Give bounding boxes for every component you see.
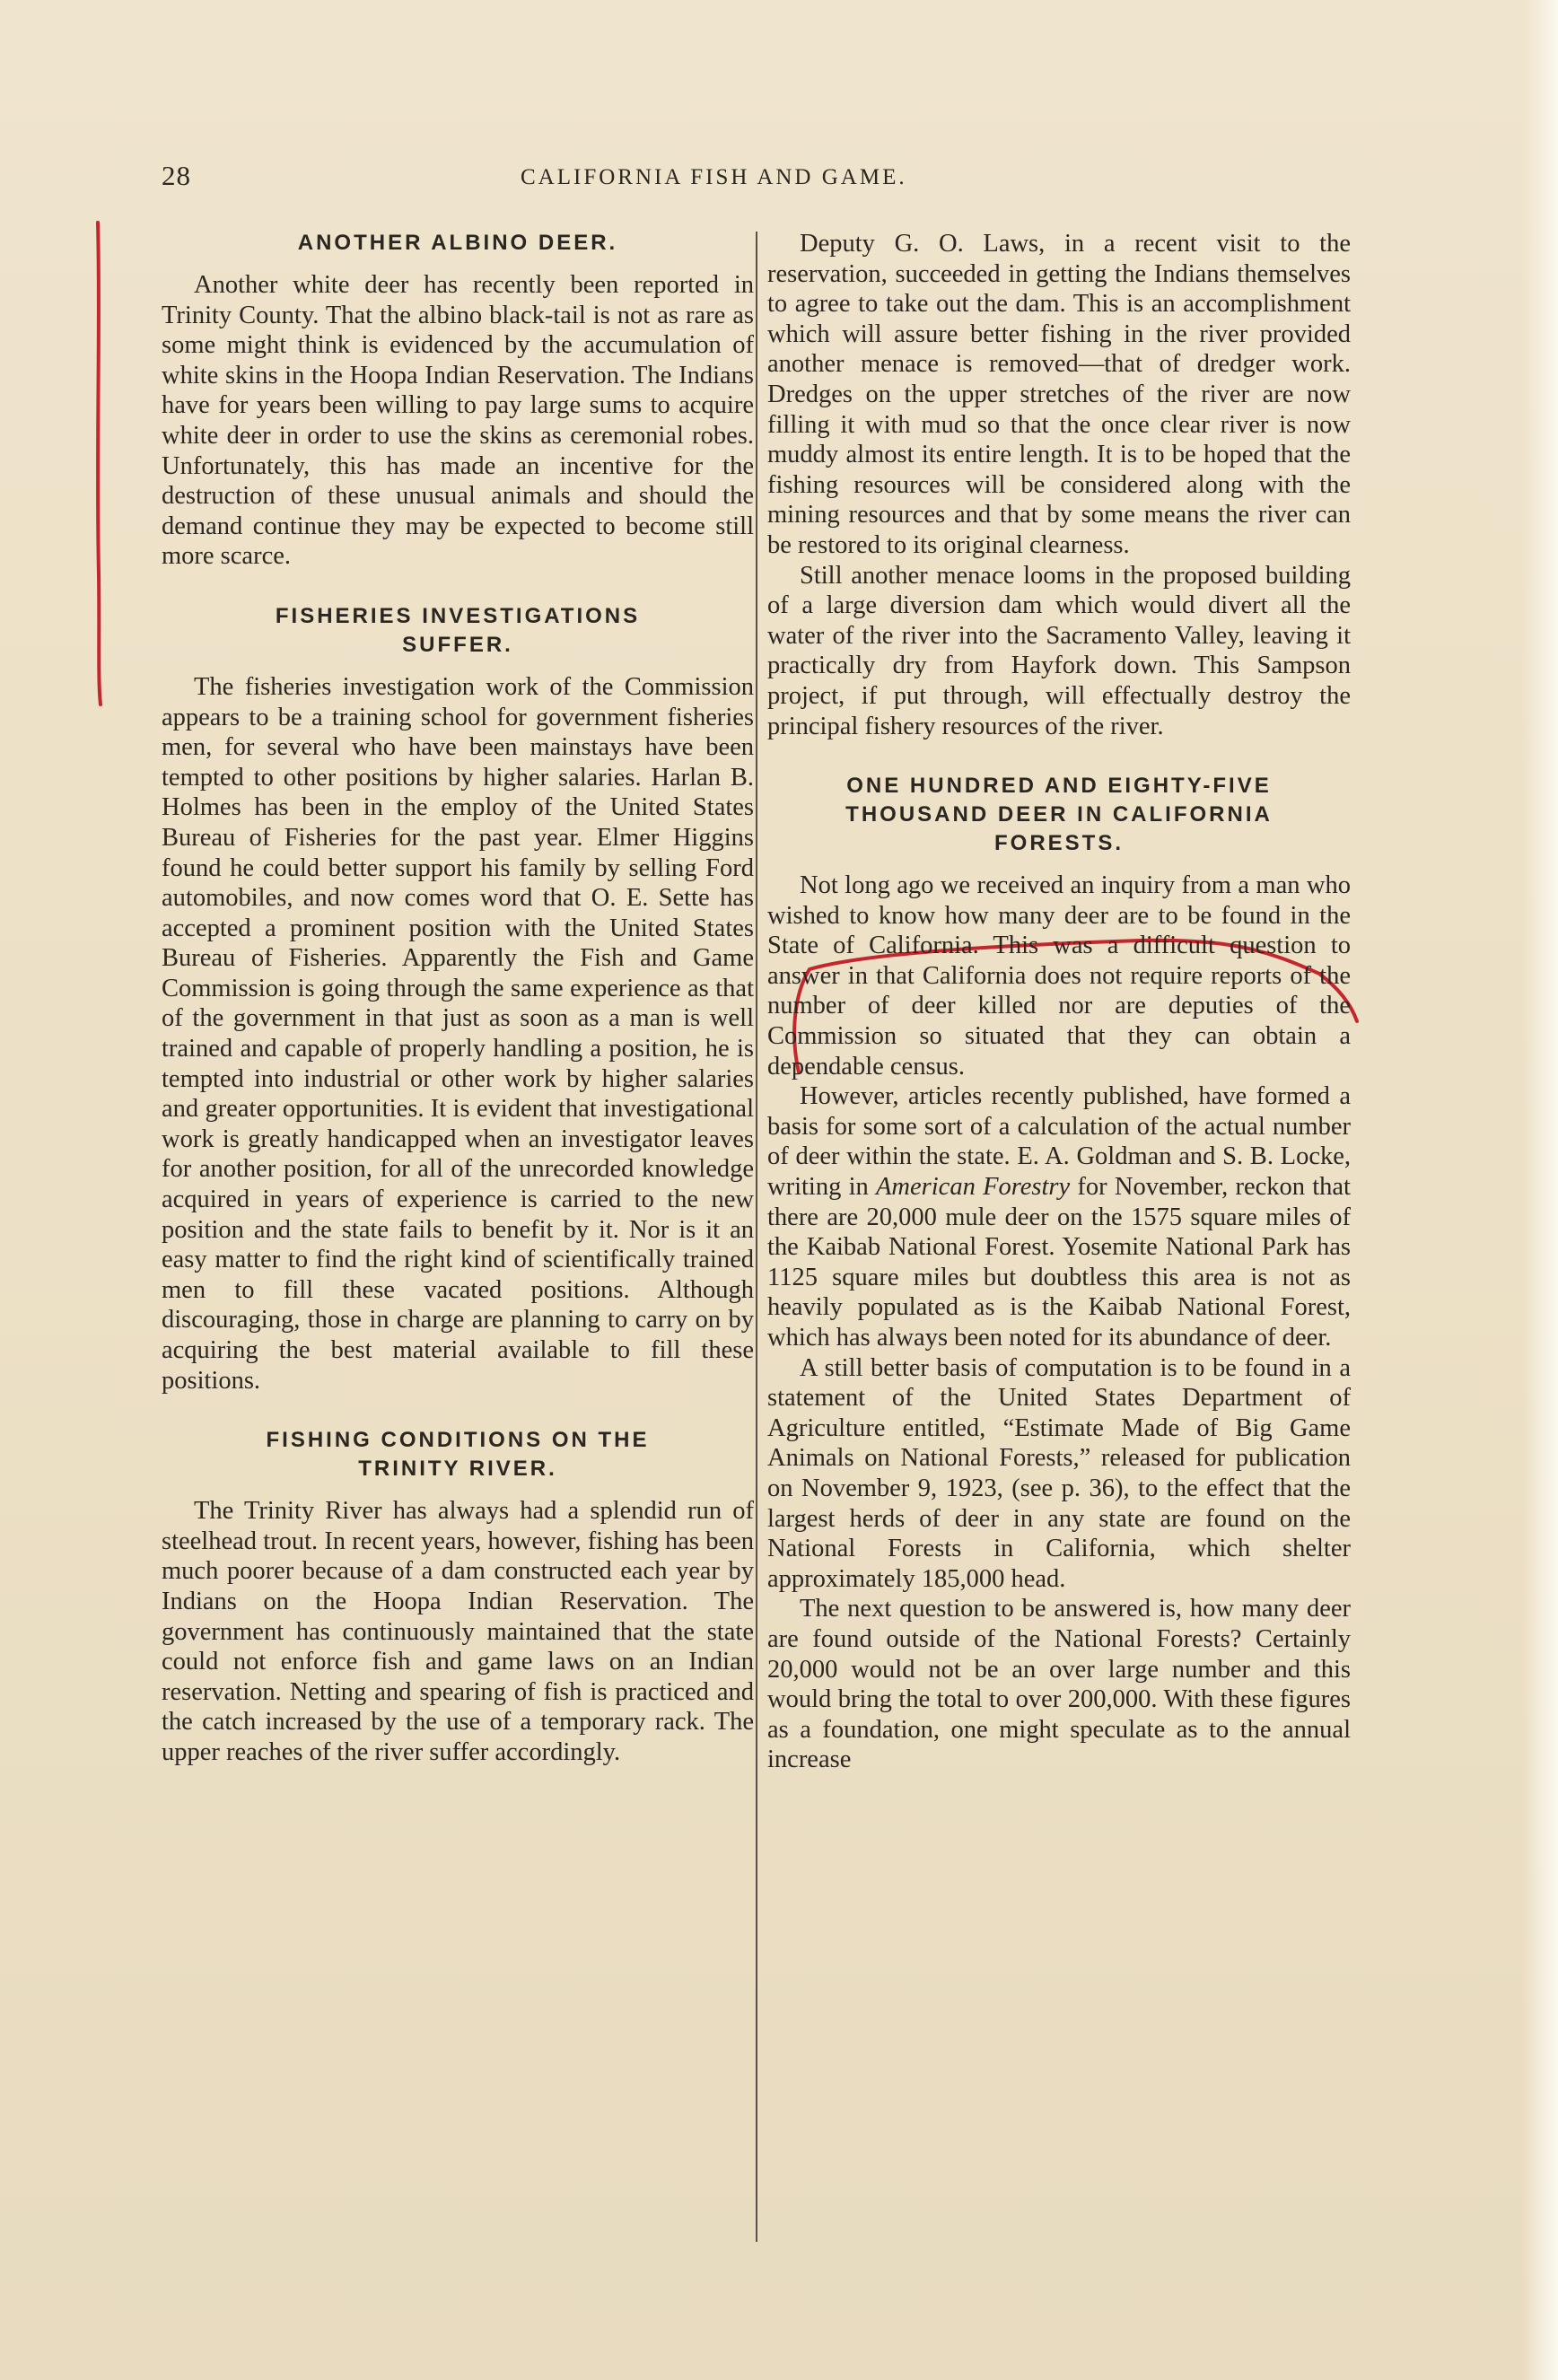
article-paragraph: Deputy G. O. Laws, in a recent visit to the reservation, succeeded in getting the Indians themselves to agree to take out the dam. This is an accomplishment which will assure better fishing in the river provided another menace is removed—that of dredger work. Dredges on the upper stretches of the river are now filling it with mud so that the once clear river is now muddy almost its entire length. It is to be hoped that the fishing resources will be considered along with the mining resources and that by some means the river can be restored to its original clearness. (767, 230, 1351, 559)
heading-line: FORESTS. (993, 831, 1124, 856)
left-column (162, 229, 754, 1768)
article-paragraph: Still another menace looms in the proposed building of a large diversion dam which would divert all the water of the river into the Sacramento Valley, leaving it practically dry from Hayfork down. This Sampson project, if put through, will effectually destroy the principal fishery resources of the river. (767, 561, 1351, 740)
right-column (767, 229, 1351, 1775)
column-rule (756, 232, 757, 2242)
text-run: However, articles recently published, have formed a basis for some sort of a calculation of the actual number of deer within the state. E. A. Goldman and S. B. Locke, writing in (767, 1082, 1351, 1202)
heading-fishing-conditions (162, 1426, 754, 1483)
running-title: CALIFORNIA FISH AND GAME. (521, 165, 907, 189)
article-paragraph: The next question to be answered is, how many deer are found outside of the National Forests? Certainly 20,000 would not be an over large number and this would bring the total to over 200,000. With these figures as a foundation, one might speculate as to the annual increase (767, 1595, 1351, 1774)
publication-title: American Forestry (876, 1173, 1071, 1202)
page-number: 28 (162, 160, 191, 191)
article-paragraph: A still better basis of computation is to be found in a statement of the United States Department of Agriculture entitled, “Estimate Made of Big Game Animals on National Forests,” released for publication on November 9, 1923, (see p. 36), to the effect that the largest herds of deer in any state are found on the National Forests in California, which shelter approximately 185,000 head. (767, 1353, 1351, 1593)
article-paragraph: The fisheries investigation work of the Commission appears to be a training school for government fisheries men, for several who have been mainstays have been tempted to other positions by higher salaries. Harlan B. Holmes has been in the employ of the United States Bureau of Fisheries for the past year. Elmer Higgins found he could better support his family by selling Ford automobiles, and now comes word that O. E. Sette has accepted a prominent position with the United States Bureau of Fisheries. Apparently the Fish and Game Commission is going through the same experience as that of the government in that just as soon as a man is well trained and capable of properly handling a position, he is tempted into industrial or other work by higher salaries and greater opportunities. It is evident that investigational work is greatly handicapped when an investigator leaves for another position, for all of the unrecorded knowledge acquired in years of experience is carried to the new position and the state fails to benefit by it. Nor is it an easy matter to find the right kind of scientifically trained men to fill these vacated positions. Although discouraging, those in charge are planning to carry on by acquiring the best material available to fill these positions. (162, 672, 754, 1395)
page-header (162, 160, 1364, 199)
red-pencil-margin-mark (85, 215, 112, 718)
heading-albino-deer: ANOTHER ALBINO DEER. (297, 231, 618, 255)
heading-line: TRINITY RIVER. (358, 1457, 557, 1482)
heading-line: SUFFER. (402, 632, 513, 657)
article-paragraph: The Trinity River has always had a splendid run of steelhead trout. In recent years, however, fishing has been much poorer because of a dam constructed each year by Indians on the Hoopa Indian Reservation. The government has continuously maintained that the state could not enforce fish and game laws on an Indian reservation. Netting and spearing of fish is practiced and the catch increased by the use of a temporary rack. The upper reaches of the river suffer accordingly. (162, 1497, 754, 1766)
heading-line: THOUSAND DEER IN CALIFORNIA (845, 802, 1273, 827)
heading-fisheries-investigations (162, 602, 754, 660)
article-paragraph: Not long ago we received an inquiry from a man who wished to know how many deer are to be found in the State of California. This was a difficult question to answer in that California does not require reports of the number of deer killed nor are deputies of the Commission so situated that they can obtain a dependable census. (767, 871, 1351, 1081)
article-paragraph: Another white deer has recently been reported in Trinity County. That the albino black-tail is not as rare as some might think is evidenced by the accumulation of white skins in the Hoopa Indian Reservation. The Indians have for years been willing to pay large sums to acquire white deer in order to use the skins as ceremonial robes. Unfortunately, this has made an incentive for the destruction of these unusual animals and should the demand continue they may be expected to become still more scarce. (162, 271, 754, 571)
heading-line: FISHING CONDITIONS ON THE (266, 1428, 650, 1453)
torn-right-edge (1522, 0, 1558, 2380)
text-run: for November, reckon that there are 20,000 mule deer on the 1575 square miles of the Kaibab National Forest. Yosemite National Park has 1125 square miles but doubtless this area is not as heavily populated as is the Kaibab National Forest, which has always been noted for its abundance of deer. (767, 1173, 1351, 1352)
heading-deer-in-california (767, 772, 1351, 858)
article-paragraph (767, 1081, 1351, 1352)
heading-line: FISHERIES INVESTIGATIONS (275, 603, 641, 628)
heading-line: ONE HUNDRED AND EIGHTY-FIVE (846, 774, 1272, 799)
